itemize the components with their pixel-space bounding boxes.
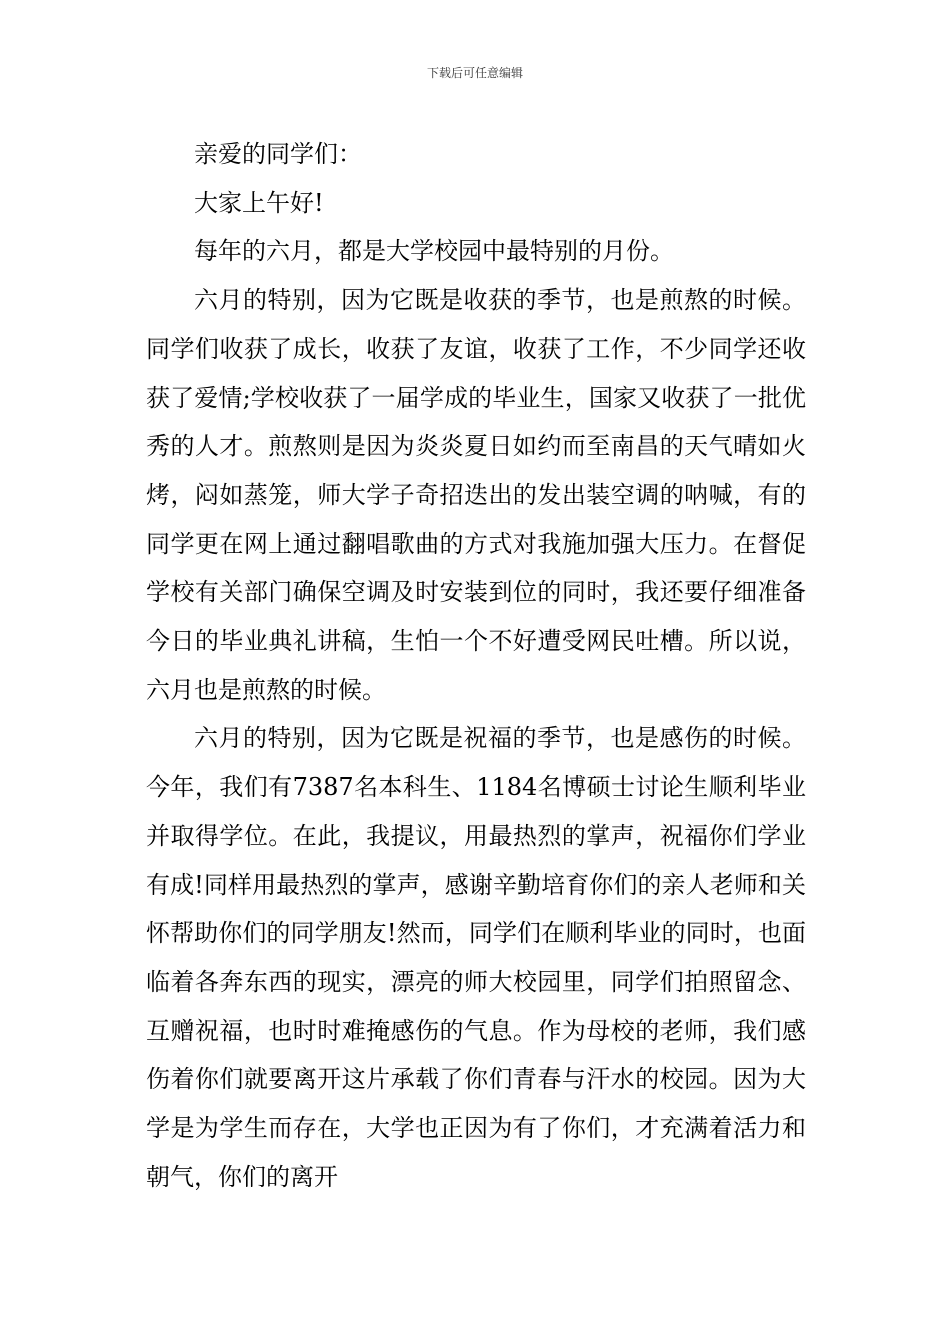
body-paragraph: 六月的特别，因为它既是收获的季节，也是煎熬的时候。同学们收获了成长，收获了友谊，收获了工作，不少同学还收获了爱情;学校收获了一届学成的毕业生，国家又收获了一批优秀的人才。煎熬则是因为炎炎夏日如约而至南昌的天气晴如火烤，闷如蒸笼，师大学子奇招迭出的发出装空调的呐喊，有的同学更在网上通过翻唱歌曲的方式对我施加强大压力。在督促学校有关部门确保空调及时安装到位的同时，我还要仔细准备今日的毕业典礼讲稿，生怕一个不好遭受网民吐槽。所以说，六月也是煎熬的时候。 [146,286,806,704]
page-header: 下载后可任意编辑 [426,66,523,80]
document-body [146,130,806,1201]
salutation-paragraph: 亲爱的同学们： [194,140,362,168]
body-paragraph: 六月的特别，因为它既是祝福的季节，也是感伤的时候。今年，我们有7387名本科生、1184名博硕士讨论生顺利毕业并取得学位。在此，我提议，用最热烈的掌声，祝福你们学业有成!同样用最热烈的掌声，感谢辛勤培育你们的亲人老师和关怀帮助你们的同学朋友!然而，同学们在顺利毕业的同时，也面临着各奔东西的现实，漂亮的师大校园里，同学们拍照留念、互赠祝福，也时时难掩感伤的气息。作为母校的老师，我们感伤着你们就要离开这片承载了你们青春与汗水的校园。因为大学是为学生而存在，大学也正因为有了你们，才充满着活力和朝气，你们的离开 [146,724,806,1191]
intro-paragraph: 每年的六月，都是大学校园中最特别的月份。 [194,237,674,266]
greeting-paragraph: 大家上午好! [194,188,324,217]
